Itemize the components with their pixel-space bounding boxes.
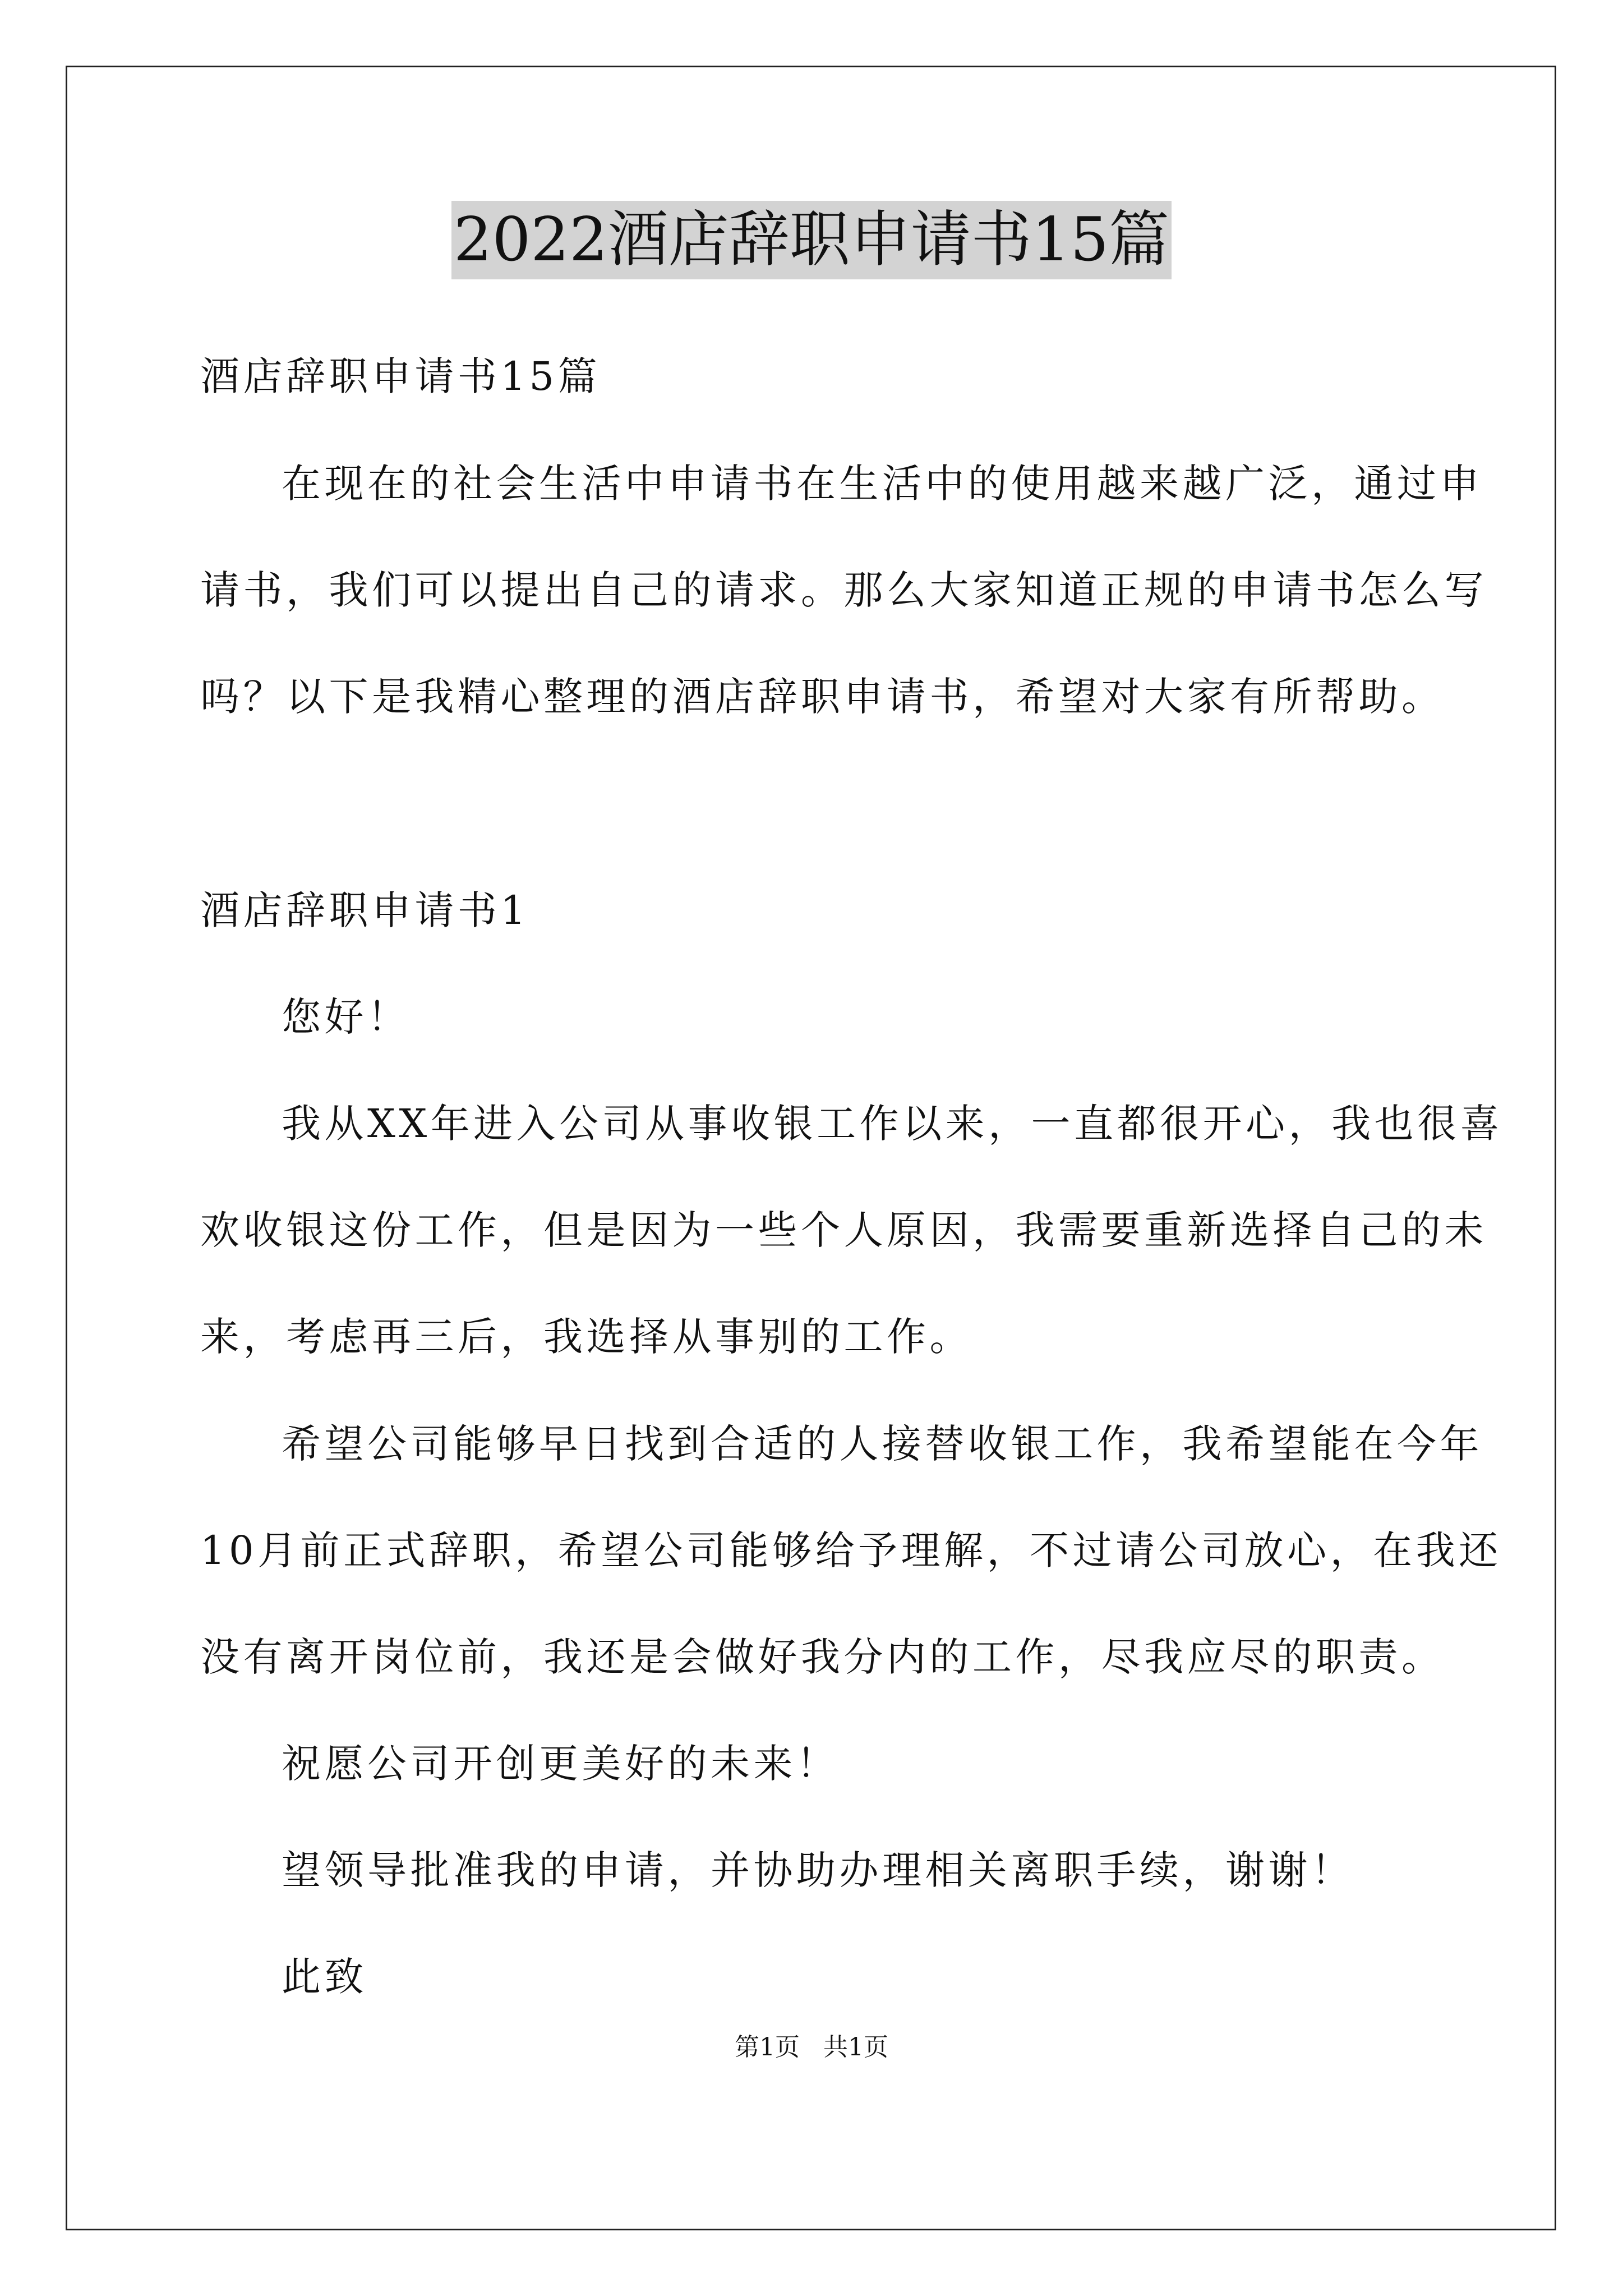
paragraph-1-line-1: 我从XX年进入公司从事收银工作以来，一直都很开心，我也很喜 — [282, 1101, 1504, 1147]
paragraph-2-line-3: 没有离开岗位前，我还是会做好我分内的工作，尽我应尽的职责。 — [200, 1634, 1445, 1680]
paragraph-2-line-1: 希望公司能够早日找到合适的人接替收银工作，我希望能在今年 — [282, 1421, 1483, 1467]
request-line: 望领导批准我的申请，并协助办理相关离职手续，谢谢！ — [282, 1847, 1354, 1893]
paragraph-2-line-2: 10月前正式辞职，希望公司能够给予理解，不过请公司放心，在我还 — [200, 1527, 1502, 1573]
document-title: 2022酒店辞职申请书15篇 — [451, 201, 1172, 279]
page-footer: 第1页 共1页 — [735, 2033, 888, 2062]
closing-line: 此致 — [282, 1954, 367, 2000]
paragraph-1-line-3: 来，考虑再三后，我选择从事别的工作。 — [200, 1314, 972, 1360]
intro-line-1: 在现在的社会生活中申请书在生活中的使用越来越广泛，通过申 — [282, 461, 1483, 507]
intro-line-2: 请书，我们可以提出自己的请求。那么大家知道正规的申请书怎么写 — [200, 567, 1487, 613]
title-container — [0, 201, 1623, 279]
document-subtitle: 酒店辞职申请书15篇 — [200, 353, 601, 399]
greeting: 您好！ — [282, 994, 411, 1040]
intro-line-3: 吗？以下是我精心整理的酒店辞职申请书，希望对大家有所帮助。 — [200, 674, 1445, 720]
paragraph-1-line-2: 欢收银这份工作，但是因为一些个人原因，我需要重新选择自己的未 — [200, 1207, 1487, 1253]
section-heading: 酒店辞职申请书1 — [200, 887, 529, 933]
wish-line: 祝愿公司开创更美好的未来！ — [282, 1741, 840, 1787]
